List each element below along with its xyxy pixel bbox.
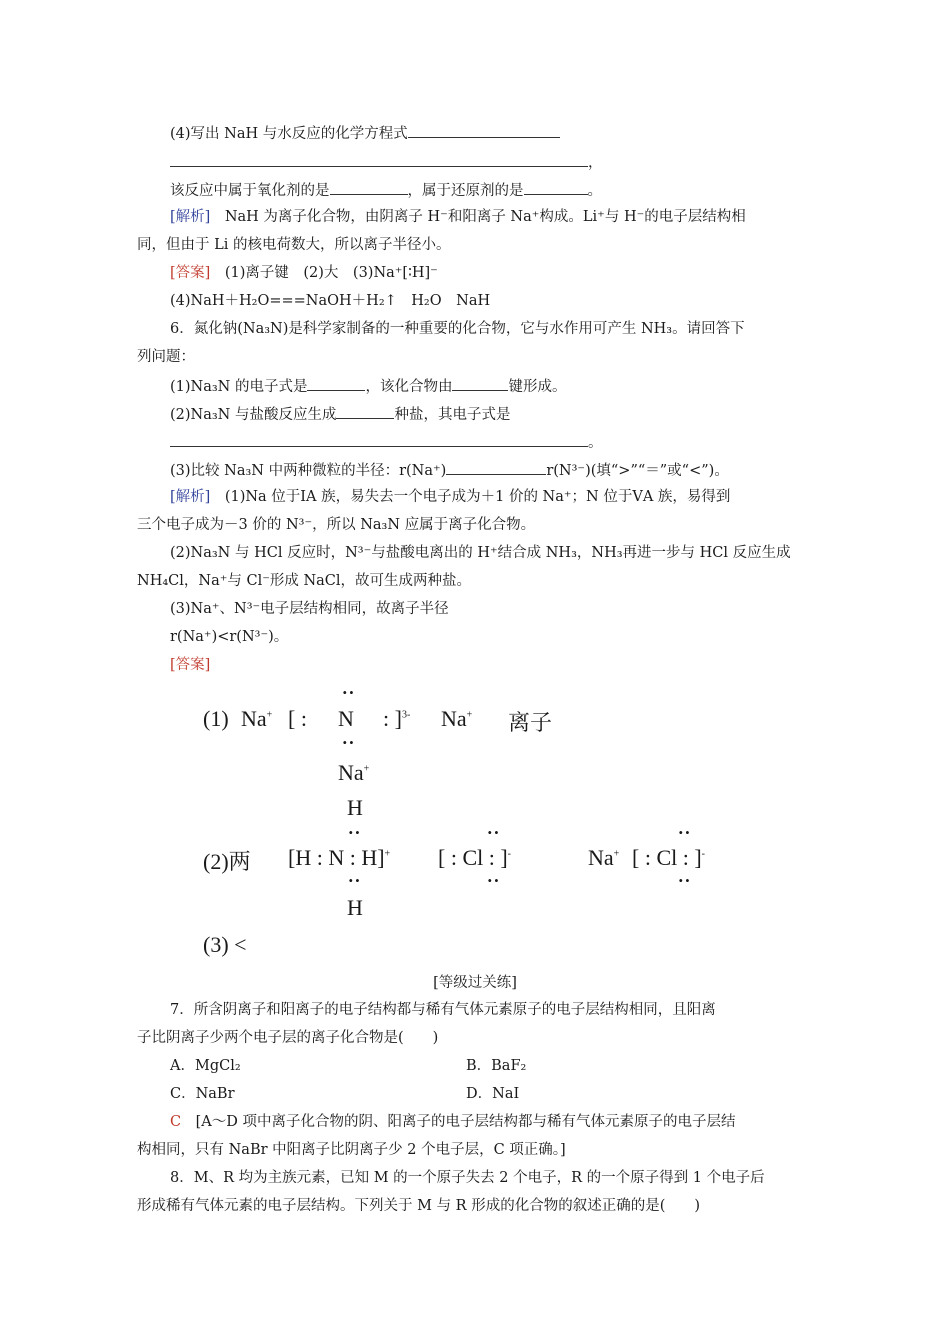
answer-blank[interactable]: [446, 459, 546, 475]
analysis-1-line2: 同，但由于 Li 的核电荷数大，所以离子半径小。: [137, 237, 451, 253]
analysis-1-line1: [解析] NaH 为离子化合物，由阴离子 H⁻和阳离子 Na⁺构成。Li⁺与 H⁻的电子层结构相: [170, 209, 746, 225]
q7-option-c[interactable]: C．NaBr: [170, 1086, 235, 1102]
bracket-open: [ :: [288, 706, 307, 731]
electron-pair-dots: ··: [348, 871, 362, 890]
answer-tag: [答案]: [170, 265, 211, 281]
analysis-2-line5: (3)Na⁺、N³⁻电子层结构相同，故离子半径: [170, 601, 449, 617]
q7-option-d[interactable]: D．NaI: [466, 1086, 520, 1102]
analysis-tag: [解析]: [170, 209, 211, 225]
analysis-2-line6: r(Na⁺)<r(N³⁻)。: [170, 629, 289, 645]
electron-pair-dots: ··: [342, 683, 356, 702]
q6-part3: (3)比较 Na₃N 中两种微粒的半径：r(Na⁺) r(N³⁻)(填“>”“＝”或“<”)。: [170, 459, 729, 481]
answer-tag: [答案]: [170, 657, 211, 673]
q7-explanation-line2: 构相同，只有 NaBr 中阳离子比阴离子少 2 个电子层，C 项正确。]: [137, 1142, 566, 1158]
q6-part2-blank-line: 。: [170, 431, 603, 453]
q6-intro-line2: 列问题：: [137, 349, 195, 365]
answer-blank[interactable]: [330, 179, 408, 195]
q4-line3: 该反应中属于氧化剂的是 ，属于还原剂的是 。: [170, 179, 602, 201]
electron-pair-dots: ··: [342, 733, 356, 752]
answer-blank[interactable]: [170, 431, 588, 447]
hydrogen-atom: H: [347, 795, 363, 820]
formula-label-2: (2)两: [203, 849, 251, 874]
hydrogen-atom: H: [347, 895, 363, 920]
electron-pair-dots: ··: [678, 823, 692, 842]
q8-line2: 形成稀有气体元素的电子层结构。下列关于 M 与 R 形成的化合物的叙述正确的是( ): [137, 1198, 701, 1214]
electron-pair-dots: ··: [487, 871, 501, 890]
analysis-2-line4: NH₄Cl，Na⁺与 Cl⁻形成 NaCl，故可生成两种盐。: [137, 573, 472, 589]
nitrogen-atom: N: [338, 706, 354, 731]
answer-letter: C: [170, 1114, 182, 1130]
answer-blank[interactable]: [452, 375, 508, 391]
answer-blank[interactable]: [524, 179, 588, 195]
analysis-2-line1: [解析] (1)Na 位于ⅠA 族，易失去一个电子成为＋1 价的 Na⁺；N 位于ⅤA 族，易得到: [170, 489, 731, 505]
section-header: [等级过关练]: [433, 975, 517, 991]
sodium-ion: Na+: [241, 706, 273, 731]
analysis-2-line3: (2)Na₃N 与 HCl 反应时，N³⁻与盐酸电离出的 H⁺结合成 NH₃，NH₃再进一步与 HCl 反应生成: [170, 545, 791, 561]
electron-pair-dots: ··: [678, 871, 692, 890]
q6-part2: (2)Na₃N 与盐酸反应生成 种盐，其电子式是: [170, 403, 510, 425]
answer-blank[interactable]: [307, 375, 365, 391]
answer-blank[interactable]: [170, 151, 588, 167]
analysis-2-line2: 三个电子成为－3 价的 N³⁻，所以 Na₃N 应属于离子化合物。: [137, 517, 536, 533]
analysis-tag: [解析]: [170, 489, 211, 505]
q7-option-a[interactable]: A．MgCl₂: [170, 1058, 241, 1074]
answer-1-line1: [答案] (1)离子键 (2)大 (3)Na⁺[∶H]⁻: [170, 265, 438, 281]
q8-line1: 8．M、R 均为主族元素，已知 M 的一个原子失去 2 个电子，R 的一个原子得到 1 个电子后: [170, 1170, 765, 1186]
q7-line2: 子比阴离子少两个电子层的离子化合物是( ): [137, 1030, 439, 1046]
electron-pair-dots: ··: [487, 823, 501, 842]
formula-label-1: (1): [203, 706, 229, 731]
chloride-ion: [ : Cl : ]-: [438, 845, 512, 870]
bond-type: 离子: [508, 710, 553, 735]
q7-option-b[interactable]: B．BaF₂: [466, 1058, 527, 1074]
answer-1-line2: (4)NaH＋H₂O===NaOH＋H₂↑ H₂O NaH: [170, 293, 491, 309]
formula-label-3: (3) <: [203, 932, 247, 957]
sodium-ion: Na+: [441, 706, 473, 731]
ammonium-ion: [H : N : H]+: [288, 845, 391, 870]
sodium-ion: Na+: [588, 845, 620, 870]
q7-explanation-line1: C [A～D 项中离子化合物的阴、阳离子的电子层结构都与稀有气体元素原子的电子层结: [170, 1114, 736, 1130]
answer-blank[interactable]: [408, 122, 560, 138]
chloride-ion: [ : Cl : ]-: [632, 845, 706, 870]
q7-line1: 7．所含阴离子和阳离子的电子结构都与稀有气体元素原子的电子层结构相同，且阳离: [170, 1002, 716, 1018]
q4-line2: ，: [170, 151, 603, 173]
sodium-ion: Na+: [338, 760, 370, 785]
bracket-close: : ]$^{3-}$: [383, 706, 411, 731]
q6-part1: (1)Na₃N 的电子式是 ，该化合物由 键形成。: [170, 375, 566, 397]
electron-pair-dots: ··: [348, 823, 362, 842]
answer-blank[interactable]: [336, 403, 394, 419]
q4-line1: (4)写出 NaH 与水反应的化学方程式: [170, 122, 560, 144]
q6-intro-line1: 6．氮化钠(Na₃N)是科学家制备的一种重要的化合物，它与水作用可产生 NH₃。请回答下: [170, 321, 745, 337]
